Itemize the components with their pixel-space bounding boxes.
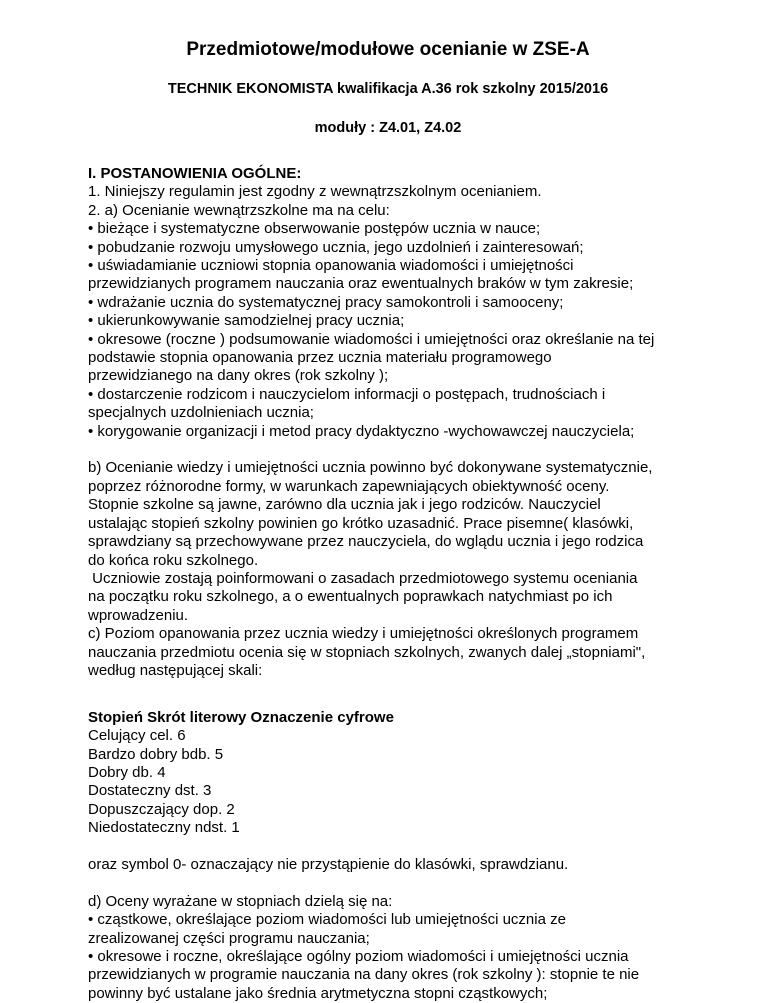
spacer <box>88 838 688 856</box>
grade-row: Dostateczny dst. 3 <box>88 782 212 800</box>
spacer <box>88 874 688 892</box>
document-subtitle: TECHNIK EKONOMISTA kwalifikacja A.36 rok szkolny 2015/2016 <box>167 81 609 97</box>
spacer <box>88 680 688 698</box>
section1-lines <box>88 183 688 441</box>
text-line: • bieżące i systematyczne obserwowanie postępów ucznia w nauce; <box>88 220 541 238</box>
text-line: specjalnych uzdolnieniach ucznia; <box>88 404 314 422</box>
grades-note: oraz symbol 0- oznaczający nie przystąpienie do klasówki, sprawdzianu. <box>88 855 569 873</box>
grade-row: Celujący cel. 6 <box>88 727 186 745</box>
text-line: d) Oceny wyrażane w stopniach dzielą się na: <box>88 892 393 910</box>
text-line: przewidzianych w programie nauczania na dany okres (rok szkolny ): stopnie te nie <box>88 966 640 984</box>
text-line: • dostarczenie rodzicom i nauczycielom informacji o postępach, trudnościach i <box>88 385 606 403</box>
document-title: Przedmiotowe/modułowe ocenianie w ZSE-A <box>186 39 590 60</box>
text-line: Uczniowie zostają poinformowani o zasadach przedmiotowego systemu oceniania <box>88 569 638 587</box>
text-line: • okresowe (roczne ) podsumowanie wiadomości i umiejętności oraz określanie na tej <box>88 330 655 348</box>
text-line: c) Poziom opanowania przez ucznia wiedzy i umiejętności określonych programem <box>88 625 639 643</box>
text-line: Stopnie szkolne są jawne, zarówno dla ucznia jak i jego rodziców. Nauczyciel <box>88 496 601 514</box>
text-line: według następującej skali: <box>88 661 263 679</box>
text-line: do końca roku szkolnego. <box>88 551 259 569</box>
paragraph-d <box>88 893 688 1003</box>
document-page <box>88 38 688 1003</box>
text-line: ustalając stopień szkolny powinien go krótko uzasadnić. Prace pisemne( klasówki, <box>88 514 634 532</box>
text-line: podstawie stopnia opanowania przez ucznia materiału programowego <box>88 349 552 367</box>
grade-row: Niedostateczny ndst. 1 <box>88 819 240 837</box>
text-line: na początku roku szkolnego, a o ewentualnych poprawkach natychmiast po ich <box>88 588 613 606</box>
text-line: • ukierunkowywanie samodzielnej pracy ucznia; <box>88 312 405 330</box>
document-body <box>88 165 688 1003</box>
text-line: • wdrażanie ucznia do systematycznej pracy samokontroli i samooceny; <box>88 293 564 311</box>
text-line: przewidzianego na dany okres (rok szkolny ); <box>88 367 389 385</box>
section-heading: I. POSTANOWIENIA OGÓLNE: <box>88 165 302 182</box>
text-line: • korygowanie organizacji i metod pracy dydaktyczno -wychowawczej nauczyciela; <box>88 422 635 440</box>
text-line: poprzez różnorodne formy, w warunkach zapewniających obiektywność oceny. <box>88 477 610 495</box>
grades-header: Stopień Skrót literowy Oznaczenie cyfrowe <box>88 708 394 726</box>
text-line: • pobudzanie rozwoju umysłowego ucznia, jego uzdolnień i zainteresowań; <box>88 238 584 256</box>
grade-row: Dopuszczający dop. 2 <box>88 800 235 818</box>
grade-row: Bardzo dobry bdb. 5 <box>88 745 224 763</box>
text-line: wprowadzeniu. <box>88 606 189 624</box>
text-line: • cząstkowe, określające poziom wiadomości lub umiejętności ucznia ze <box>88 911 566 929</box>
spacer <box>88 699 688 709</box>
text-line: b) Ocenianie wiedzy i umiejętności ucznia powinno być dokonywane systematycznie, <box>88 459 653 477</box>
text-line: 1. Niniejszy regulamin jest zgodny z wewnątrzszkolnym ocenianiem. <box>88 183 542 201</box>
text-line: zrealizowanej części programu nauczania; <box>88 929 370 947</box>
text-line: • okresowe i roczne, określające ogólny poziom wiadomości i umiejętności ucznia <box>88 948 629 965</box>
grades-table <box>88 709 688 838</box>
paragraph-b <box>88 459 688 680</box>
text-line: sprawdziany są przechowywane przez nauczyciela, do wglądu ucznia i jego rodzica <box>88 533 644 551</box>
modules-line: moduły : Z4.01, Z4.02 <box>314 120 462 136</box>
text-line: powinny być ustalane jako średnia arytmetyczna stopni cząstkowych; <box>88 984 548 1002</box>
grade-row: Dobry db. 4 <box>88 763 166 781</box>
text-line: • uświadamianie uczniowi stopnia opanowania wiadomości i umiejętności <box>88 257 574 275</box>
text-line: 2. a) Ocenianie wewnątrzszkolne ma na celu: <box>88 201 390 219</box>
spacer <box>88 441 688 459</box>
text-line: nauczania przedmiotu ocenia się w stopniach szkolnych, zwanych dalej „stopniami", <box>88 643 646 661</box>
text-line: przewidzianych programem nauczania oraz ewentualnych braków w tym zakresie; <box>88 275 634 293</box>
